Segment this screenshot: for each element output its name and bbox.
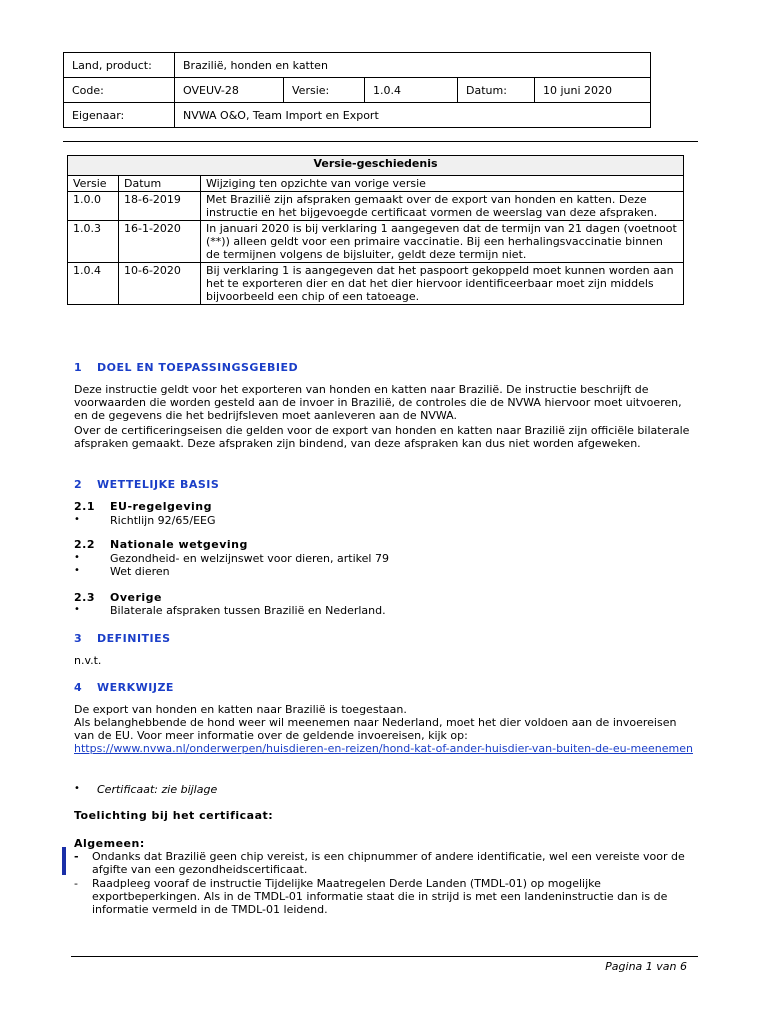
change-bar <box>62 847 66 875</box>
section-1-number: 1 <box>74 361 82 374</box>
bullet-icon: • <box>74 565 80 576</box>
section-1-paragraph-1: Deze instructie geldt voor het exporteren van honden en katten naar Brazilië. De instructie beschrijft de voorwaarden die worden gesteld aan de invoer in Brazilië, de controles die de NVWA hiervoor moet uitvoeren, en de gegevens die het bedrijfsleven moet aanleveren aan de NVWA. <box>74 383 682 423</box>
version-history-table <box>67 155 684 305</box>
section-3-text: n.v.t. <box>74 654 102 667</box>
subsection-2-1-number: 2.1 <box>74 500 95 513</box>
list-item: Gezondheid- en welzijnswet voor dieren, artikel 79 <box>110 552 389 565</box>
section-4-paragraph-2: Als belanghebbende de hond weer wil meenemen naar Nederland, moet het dier voldoen aan de invoereisen van de EU. Voor meer informatie over de geldende invoereisen, kijk op: <box>74 716 677 743</box>
col-header-datum: Datum <box>119 176 201 192</box>
bullet-icon: • <box>74 552 80 563</box>
section-4-paragraph-1: De export van honden en katten naar Brazilië is toegestaan. <box>74 703 407 716</box>
header-divider <box>63 141 698 142</box>
list-item: Raadpleeg vooraf de instructie Tijdelijke Maatregelen Derde Landen (TMDL-01) op mogelijke exportbeperkingen. Als in de TMDL-01 informatie staat die in strijd is met een landeninstructie dan is de informatie vermeld in de TMDL-01 leidend. <box>92 877 668 917</box>
row-wijziging: Met Brazilië zijn afspraken gemaakt over de export van honden en katten. Deze instructie en het bijgevoegde certificaat vormen de weerslag van deze afspraken. <box>201 192 684 221</box>
table-row <box>68 192 684 221</box>
row-wijziging: Bij verklaring 1 is aangegeven dat het paspoort gekoppeld moet kunnen worden aan het te exporteren dier en dat het dier hiervoor identificeerbaar moet zijn middels bijvoorbeeld een chip of een tatoeage. <box>201 263 684 305</box>
algemeen-heading: Algemeen: <box>74 837 145 850</box>
dash-icon: - <box>74 877 78 890</box>
row-datum: 10-6-2020 <box>119 263 201 305</box>
footer-divider <box>71 956 698 957</box>
row-versie: 1.0.4 <box>68 263 119 305</box>
list-item: Wet dieren <box>110 565 170 578</box>
section-3-title: DEFINITIES <box>97 632 171 645</box>
eigenaar-value: NVWA O&O, Team Import en Export <box>175 103 651 128</box>
page-number: Pagina 1 van 6 <box>605 960 687 973</box>
row-datum: 18-6-2019 <box>119 192 201 221</box>
row-versie: 1.0.0 <box>68 192 119 221</box>
section-4-number: 4 <box>74 681 82 694</box>
table-row <box>68 263 684 305</box>
code-value: OVEUV-28 <box>175 78 284 103</box>
row-versie: 1.0.3 <box>68 221 119 263</box>
list-item: Ondanks dat Brazilië geen chip vereist, is een chipnummer of andere identificatie, wel een vereiste voor de afgifte van een gezondheidscertificaat. <box>92 850 685 877</box>
document-meta-table <box>63 52 651 128</box>
certificate-note: Certificaat: zie bijlage <box>97 783 218 796</box>
section-1-title: DOEL EN TOEPASSINGSGEBIED <box>97 361 299 374</box>
subsection-2-3-number: 2.3 <box>74 591 95 604</box>
land-label: Land, product: <box>64 53 175 78</box>
section-2-number: 2 <box>74 478 82 491</box>
subsection-2-1-title: EU-regelgeving <box>110 500 212 513</box>
section-3-number: 3 <box>74 632 82 645</box>
datum-label: Datum: <box>458 78 535 102</box>
row-wijziging: In januari 2020 is bij verklaring 1 aangegeven dat de termijn van 21 dagen (voetnoot (**)) alleen geldt voor een primaire vaccinatie. Bij een herhalingsvaccinatie binnen de termijnen volgens de bijsluiter, geldt deze termijn niet. <box>201 221 684 263</box>
eigenaar-label: Eigenaar: <box>64 103 175 128</box>
land-value: Brazilië, honden en katten <box>175 53 651 78</box>
versie-label: Versie: <box>284 78 365 103</box>
section-4-title: WERKWIJZE <box>97 681 174 694</box>
nvwa-import-link[interactable]: https://www.nvwa.nl/onderwerpen/huisdieren-en-reizen/hond-kat-of-ander-huisdier-van-buiten-de-eu-meenemen <box>74 742 693 755</box>
row-datum: 16-1-2020 <box>119 221 201 263</box>
list-item: Bilaterale afspraken tussen Brazilië en Nederland. <box>110 604 386 617</box>
section-2-title: WETTELIJKE BASIS <box>97 478 220 491</box>
bullet-icon: • <box>74 514 80 525</box>
bullet-icon: • <box>74 783 80 794</box>
section-1-paragraph-2: Over de certificeringseisen die gelden voor de export van honden en katten naar Brazilië zijn officiële bilaterale afspraken gemaakt. Deze afspraken zijn bindend, van deze afspraken kan dus niet worden afgeweken. <box>74 424 690 451</box>
dash-icon: - <box>74 850 79 863</box>
col-header-wijziging: Wijziging ten opzichte van vorige versie <box>201 176 684 192</box>
list-item: Richtlijn 92/65/EEG <box>110 514 216 527</box>
col-header-versie: Versie <box>68 176 119 192</box>
code-label: Code: <box>64 78 175 103</box>
table-row <box>68 221 684 263</box>
subsection-2-2-title: Nationale wetgeving <box>110 538 248 551</box>
subsection-2-3-title: Overige <box>110 591 163 604</box>
bullet-icon: • <box>74 604 80 615</box>
toelichting-heading: Toelichting bij het certificaat: <box>74 809 274 822</box>
datum-value: 10 juni 2020 <box>543 83 613 97</box>
version-history-title: Versie-geschiedenis <box>68 156 684 176</box>
versie-value: 1.0.4 <box>365 78 458 103</box>
subsection-2-2-number: 2.2 <box>74 538 95 551</box>
